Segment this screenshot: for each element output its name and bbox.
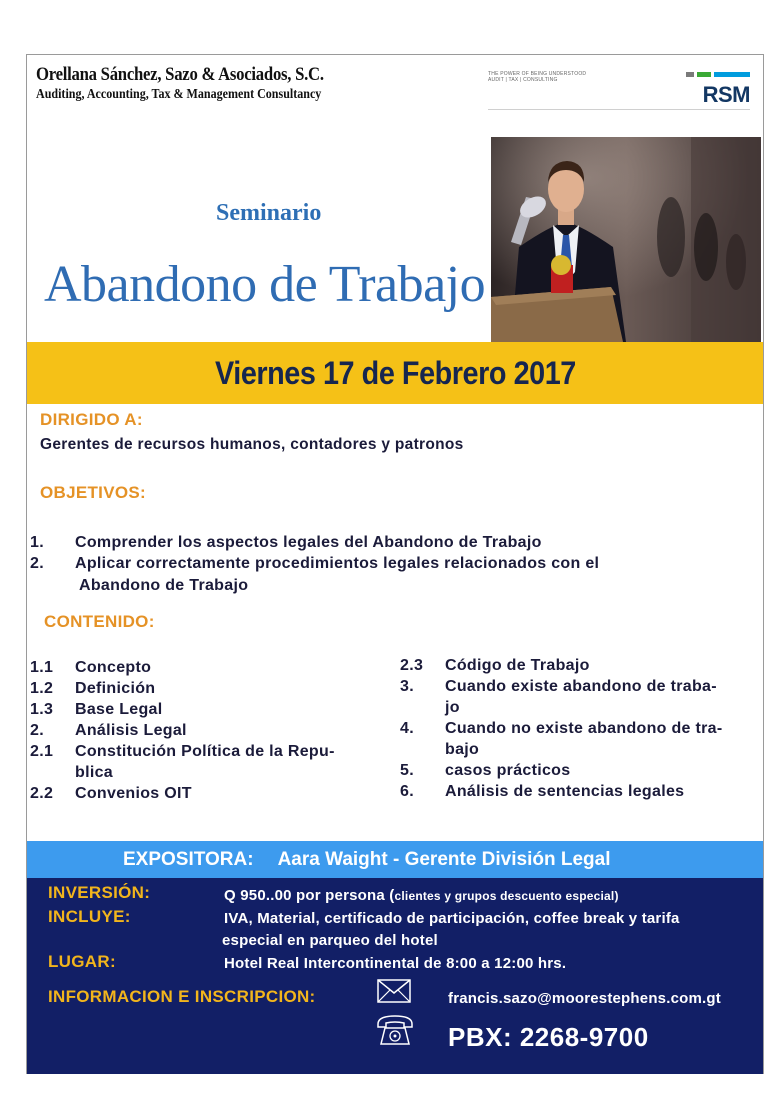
contenido-item-cont <box>400 697 722 718</box>
rsm-logo: RSM <box>702 82 750 107</box>
contenido-num: 3. <box>400 678 414 695</box>
firm-tagline: Auditing, Accounting, Tax & Management Consultancy <box>36 87 322 102</box>
inversion-label: INVERSIÓN: <box>48 883 151 902</box>
lugar-value: Hotel Real Intercontinental de 8:00 a 12:00 hrs. <box>224 955 567 972</box>
contenido-item-cont <box>30 762 335 783</box>
contenido-text: Cuando existe abandono de traba- <box>445 678 717 695</box>
objetivos-heading: OBJETIVOS: <box>40 483 146 502</box>
firm-header <box>36 64 368 103</box>
contenido-num: 6. <box>400 783 414 800</box>
contenido-num: 4. <box>400 720 414 737</box>
date-banner <box>27 342 763 404</box>
objetivo-text: Comprender los aspectos legales del Abandono de Trabajo <box>75 534 542 551</box>
businessman-photo <box>491 137 761 342</box>
contenido-item <box>400 760 722 781</box>
seminar-kicker: Seminario <box>216 200 322 226</box>
contenido-item <box>30 678 335 699</box>
expositora-value: Aara Waight - Gerente División Legal <box>277 848 611 870</box>
contenido-item <box>30 720 335 741</box>
contenido-num: 2.2 <box>30 785 54 802</box>
contenido-item <box>30 741 335 762</box>
contact-pbx[interactable]: PBX: 2268-9700 <box>448 1022 649 1052</box>
contenido-item <box>400 655 722 676</box>
incluye-line-2: especial en parqueo del hotel <box>222 932 438 949</box>
contenido-text: Convenios OIT <box>75 785 192 802</box>
rsm-bar-blue <box>714 72 750 77</box>
rsm-logo-block <box>488 68 750 110</box>
rsm-tagline-2: AUDIT | TAX | CONSULTING <box>488 77 558 83</box>
contenido-text: bajo <box>445 741 480 758</box>
incluye-line-1: IVA, Material, certificado de participación, coffee break y tarifa <box>224 910 680 927</box>
expositora-banner <box>27 841 763 878</box>
contenido-text: Concepto <box>75 659 152 676</box>
contenido-left-list <box>30 657 335 804</box>
expositora-label: EXPOSITORA: <box>123 848 254 870</box>
contenido-text: Análisis de sentencias legales <box>445 783 685 800</box>
contenido-text: Base Legal <box>75 701 163 718</box>
envelope-icon <box>377 979 411 1003</box>
contenido-num: 2. <box>30 722 44 739</box>
objetivo-text: Aplicar correctamente procedimientos legales relacionados con el <box>75 555 600 572</box>
seminar-date: Viernes 17 de Febrero 2017 <box>214 354 576 391</box>
contenido-num: 2.3 <box>400 657 424 674</box>
contenido-num: 1.1 <box>30 659 54 676</box>
telephone-icon <box>375 1014 415 1046</box>
info-label: INFORMACION E INSCRIPCION: <box>48 987 316 1006</box>
firm-name: Orellana Sánchez, Sazo & Asociados, S.C. <box>36 64 324 85</box>
contenido-num: 1.2 <box>30 680 54 697</box>
rsm-rule <box>488 109 750 110</box>
contenido-num: 1.3 <box>30 701 54 718</box>
contenido-item <box>30 783 335 804</box>
contenido-heading: CONTENIDO: <box>44 612 155 631</box>
lugar-label: LUGAR: <box>48 952 116 971</box>
contenido-right-list <box>400 655 722 802</box>
inversion-value <box>224 885 619 907</box>
objetivo-continuation: Abandono de Trabajo <box>79 577 249 594</box>
contenido-num: 2.1 <box>30 743 54 760</box>
contenido-text: Código de Trabajo <box>445 657 590 674</box>
objetivo-item <box>30 553 599 574</box>
rsm-tagline <box>488 71 586 83</box>
contenido-text: blica <box>75 764 113 781</box>
contenido-text: Análisis Legal <box>75 722 187 739</box>
contenido-item-cont <box>400 739 722 760</box>
contenido-item <box>400 718 722 739</box>
rsm-tagline-1: THE POWER OF BEING UNDERSTOOD <box>488 71 587 77</box>
inversion-price: Q 950..00 por persona ( <box>224 887 395 904</box>
inversion-note: clientes y grupos descuento especial) <box>394 889 619 903</box>
contenido-text: Constitución Política de la Repu- <box>75 743 335 760</box>
dirigido-heading: DIRIGIDO A: <box>40 410 143 429</box>
objetivo-item <box>30 532 542 553</box>
contenido-text: Definición <box>75 680 156 697</box>
businessman-illustration <box>491 137 761 342</box>
contenido-item <box>30 657 335 678</box>
seminar-title: Abandono de Trabajo <box>44 256 486 313</box>
rsm-bar-green <box>697 72 711 77</box>
contenido-text: Cuando no existe abandono de tra- <box>445 720 723 737</box>
rsm-bar-gray <box>686 72 694 77</box>
contenido-item <box>30 699 335 720</box>
objetivo-num: 1. <box>30 534 44 551</box>
incluye-label: INCLUYE: <box>48 907 131 926</box>
contenido-text: jo <box>445 699 460 716</box>
rsm-color-bars <box>686 72 750 77</box>
objetivo-num: 2. <box>30 555 44 572</box>
contact-email[interactable]: francis.sazo@moorestephens.com.gt <box>448 990 721 1007</box>
contenido-num: 5. <box>400 762 414 779</box>
contenido-item <box>400 676 722 697</box>
dirigido-text: Gerentes de recursos humanos, contadores y patronos <box>40 436 464 453</box>
contenido-item <box>400 781 722 802</box>
contenido-text: casos prácticos <box>445 762 571 779</box>
